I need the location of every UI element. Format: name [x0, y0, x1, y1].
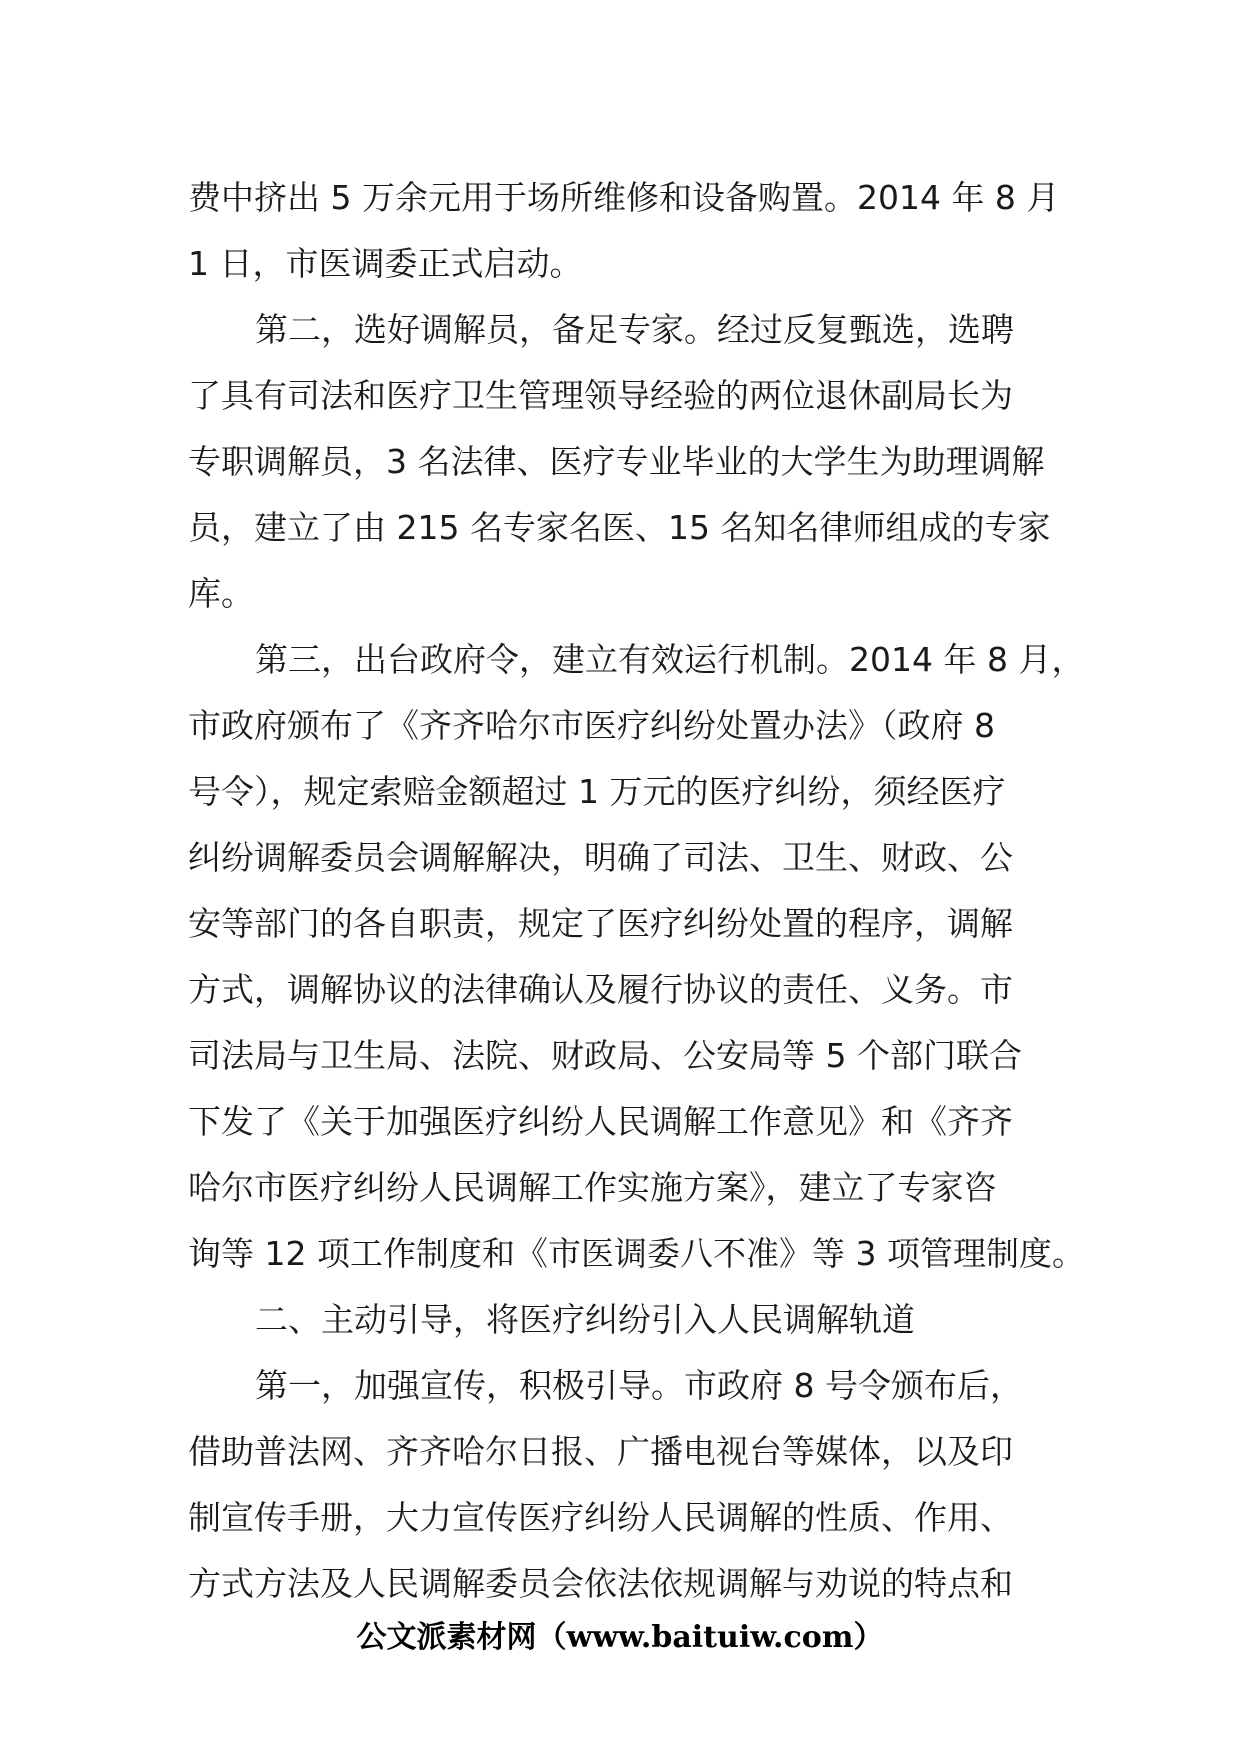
text-line-6: 员，建立了由 215 名专家名医、15 名知名律师组成的专家	[188, 508, 1051, 547]
text-line-14: 司法局与卫生局、法院、财政局、公安局等 5 个部门联合	[188, 1036, 1022, 1075]
text-line-22: 方式方法及人民调解委员会依法依规调解与劝说的特点和	[188, 1564, 1013, 1603]
text-line-4: 了具有司法和医疗卫生管理领导经验的两位退休副局长为	[188, 376, 1013, 415]
text-line-7: 库。	[188, 574, 254, 613]
text-line-11: 纠纷调解委员会调解解决，明确了司法、卫生、财政、公	[188, 838, 1013, 877]
section-heading: 二、主动引导，将医疗纠纷引入人民调解轨道	[255, 1300, 915, 1339]
text-line-17: 询等 12 项工作制度和《市医调委八不准》等 3 项管理制度。	[188, 1234, 1085, 1273]
text-line-2: 1 日，市医调委正式启动。	[188, 244, 583, 283]
document-body	[188, 165, 1085, 1617]
text-line-13: 方式，调解协议的法律确认及履行协议的责任、义务。市	[188, 970, 1013, 1009]
text-line-5: 专职调解员，3 名法律、医疗专业毕业的大学生为助理调解	[188, 442, 1045, 481]
text-line-12: 安等部门的各自职责，规定了医疗纠纷处置的程序，调解	[188, 904, 1013, 943]
text-line-21: 制宣传手册，大力宣传医疗纠纷人民调解的性质、作用、	[188, 1498, 1013, 1537]
text-line-15: 下发了《关于加强医疗纠纷人民调解工作意见》和《齐齐	[188, 1102, 1013, 1141]
footer-watermark: 公文派素材网（www.baituiw.com）	[356, 1620, 884, 1655]
text-line-3: 第二，选好调解员，备足专家。经过反复甄选，选聘	[255, 310, 1014, 349]
text-line-20: 借助普法网、齐齐哈尔日报、广播电视台等媒体，以及印	[188, 1432, 1013, 1471]
text-line-8: 第三，出台政府令，建立有效运行机制。2014 年 8 月，	[255, 640, 1085, 679]
text-line-16: 哈尔市医疗纠纷人民调解工作实施方案》，建立了专家咨	[188, 1168, 997, 1207]
text-line-9: 市政府颁布了《齐齐哈尔市医疗纠纷处置办法》（政府 8	[188, 706, 995, 745]
text-line-19: 第一，加强宣传，积极引导。市政府 8 号令颁布后，	[255, 1366, 1023, 1405]
text-line-1: 费中挤出 5 万余元用于场所维修和设备购置。2014 年 8 月	[188, 178, 1060, 217]
text-line-10: 号令），规定索赔金额超过 1 万元的医疗纠纷，须经医疗	[188, 772, 1006, 811]
